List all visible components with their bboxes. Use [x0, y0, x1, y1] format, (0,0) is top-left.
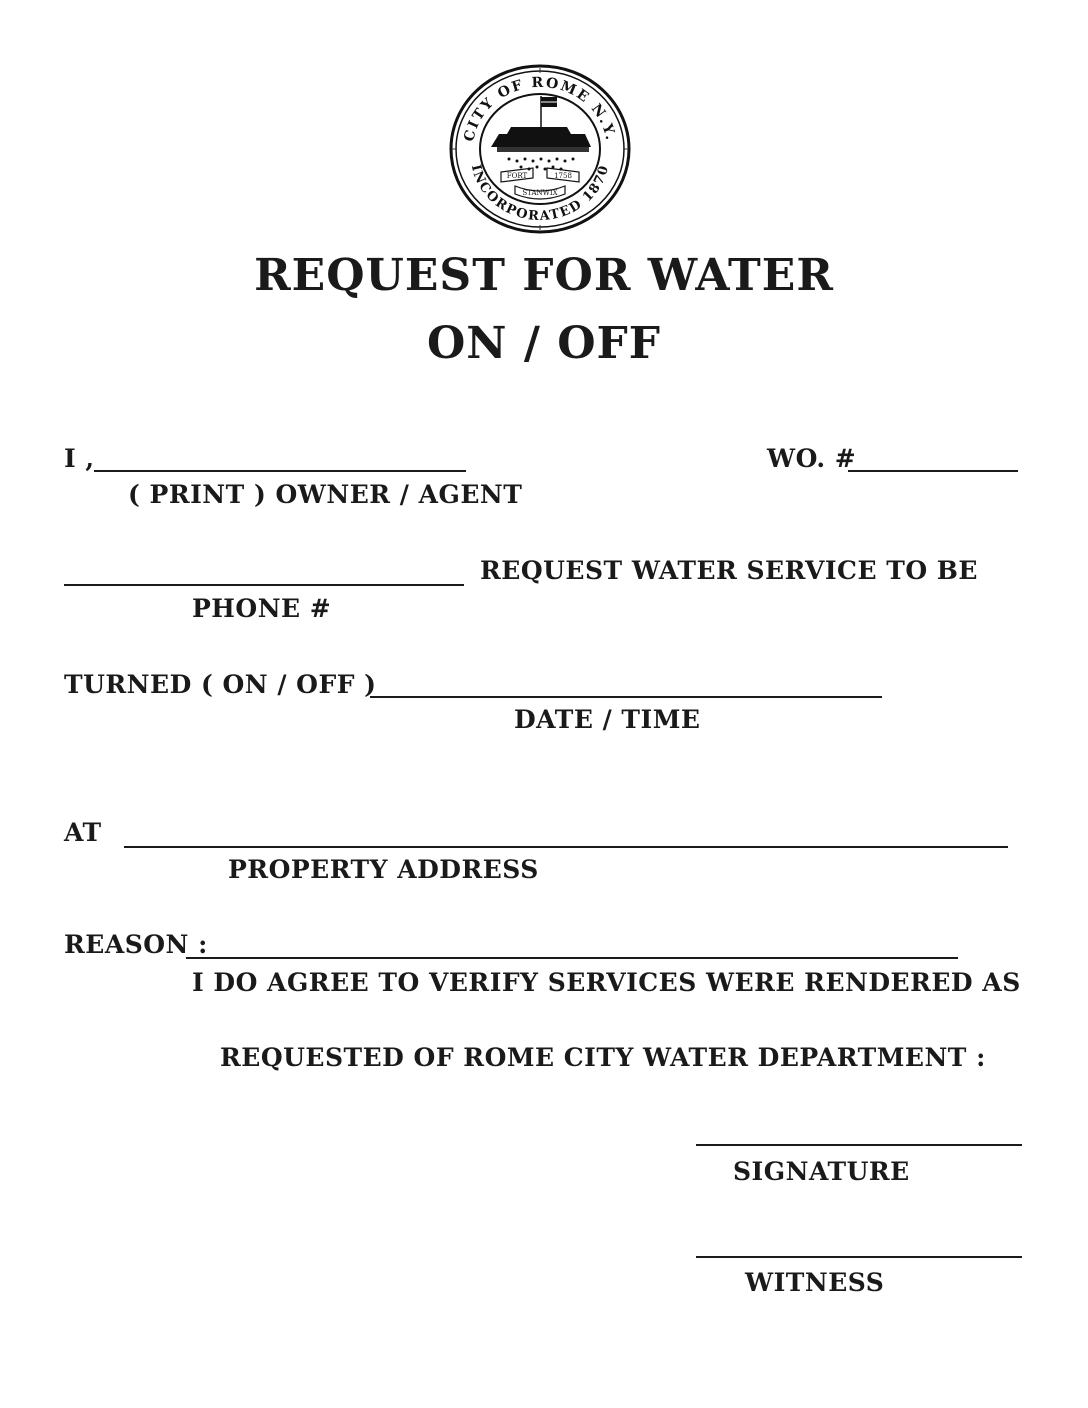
witness-label: WITNESS	[745, 1268, 885, 1297]
at-label: AT	[64, 818, 102, 847]
form-title-line2: ON / OFF	[426, 318, 662, 369]
city-seal-logo	[449, 64, 631, 234]
form-title-line1: REQUEST FOR WATER	[254, 250, 834, 301]
seal-banner-left: FORT	[506, 172, 528, 180]
witness-line[interactable]	[696, 1256, 1022, 1258]
turned-on-off-label: TURNED ( ON / OFF )	[64, 670, 377, 699]
wo-number-line[interactable]	[848, 470, 1018, 472]
reason-label: REASON :	[64, 930, 208, 959]
request-service-label: REQUEST WATER SERVICE TO BE	[480, 556, 978, 585]
seal-banner-bottom: STANWIX	[522, 189, 558, 197]
print-owner-agent-label: ( PRINT ) OWNER / AGENT	[128, 480, 523, 509]
seal-banner-right: 1758	[554, 172, 572, 180]
wo-number-label: WO. #	[767, 444, 857, 473]
agreement-line1: I DO AGREE TO VERIFY SERVICES WERE RENDERED AS	[192, 968, 1021, 997]
property-address-line[interactable]	[124, 846, 1008, 848]
agreement-line2: REQUESTED OF ROME CITY WATER DEPARTMENT :	[220, 1043, 986, 1072]
reason-line[interactable]	[186, 957, 958, 959]
i-label: I ,	[64, 444, 95, 473]
phone-label: PHONE #	[192, 594, 332, 623]
seal-top-text: CITY OF ROME N.Y.	[461, 74, 619, 144]
date-time-label: DATE / TIME	[514, 705, 701, 734]
property-address-label: PROPERTY ADDRESS	[228, 855, 539, 884]
signature-label: SIGNATURE	[733, 1157, 910, 1186]
phone-line[interactable]	[64, 584, 464, 586]
owner-name-line[interactable]	[94, 470, 466, 472]
signature-line[interactable]	[696, 1144, 1022, 1146]
seal-bottom-text: INCORPORATED 1870	[467, 163, 613, 225]
date-time-line[interactable]	[370, 696, 882, 698]
